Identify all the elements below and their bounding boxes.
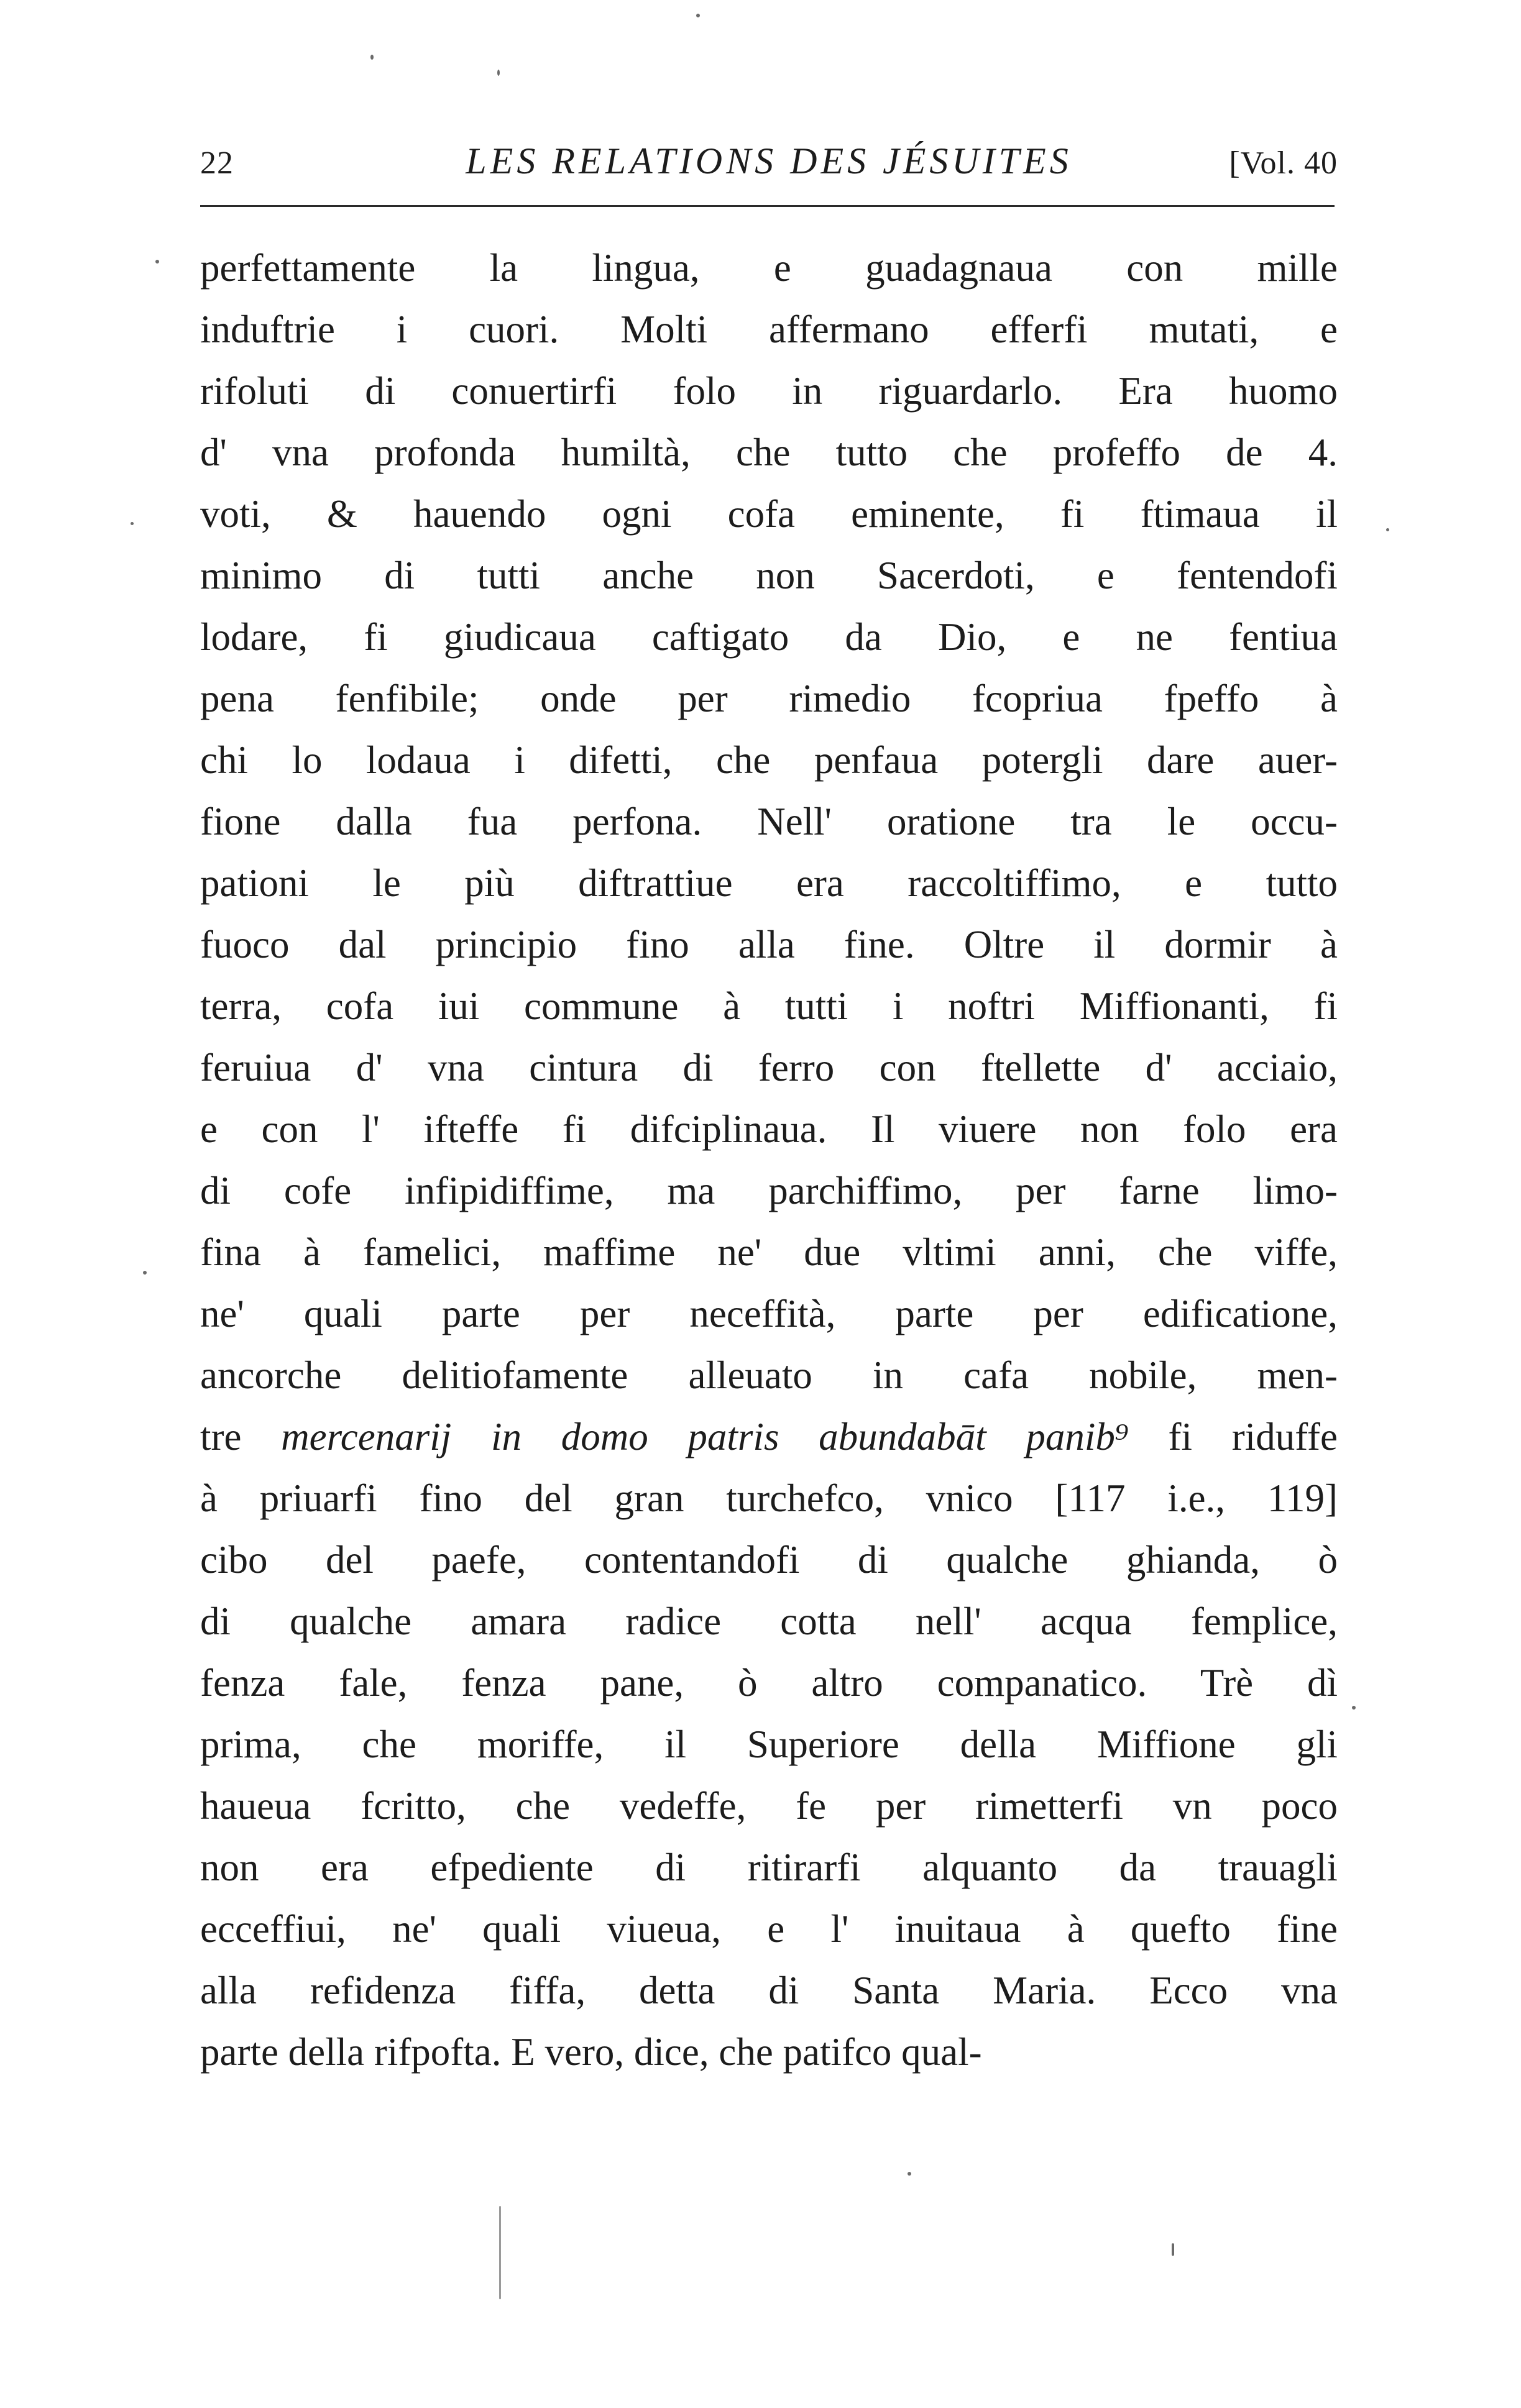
text-line [200,914,1338,976]
text-run: d' vna profonda humiltà, che tutto che profeffo de 4. [200,431,1338,474]
text-run: fione dalla fua perfona. Nell' oratione tra le occu- [200,800,1338,843]
running-title: LES RELATIONS DES JÉSUITES [466,140,1072,181]
text-run: tre [200,1415,282,1458]
text-run: chi lo lodaua i difetti, che penfaua potergli dare auer- [200,738,1338,782]
text-line [200,607,1338,668]
text-run: non era efpediente di ritirarfi alquanto da trauagli [200,1846,1338,1889]
text-run: prima, che moriffe, il Superiore della Miffione gli [200,1723,1338,1766]
text-line [200,360,1338,422]
body-text [200,237,1338,2083]
text-line [200,483,1338,545]
text-line [200,730,1338,791]
text-run: ancorche delitiofamente alleuato in cafa nobile, men- [200,1353,1338,1397]
text-run: cibo del paefe, contentandofi di qualche ghianda, ò [200,1538,1338,1582]
scan-speck [499,2206,501,2299]
scan-speck [908,2172,911,2176]
text-line [200,1345,1338,1406]
scan-speck [143,1271,147,1275]
text-run: e con l' ifteffe fi difciplinaua. Il viuere non folo era [200,1107,1338,1151]
scan-speck [370,55,374,60]
scan-speck [696,14,700,17]
text-run: fi riduffe [1128,1415,1338,1458]
text-run: di cofe infipidiffime, ma parchiffimo, per farne limo- [200,1169,1338,1212]
text-line [200,1160,1338,1222]
text-line [200,1775,1338,1837]
text-line [200,1529,1338,1591]
text-line [200,2021,1338,2083]
text-run: induftrie i cuori. Molti affermano efferfi mutati, e [200,308,1338,351]
text-run: lodare, fi giudicaua caftigato da Dio, e ne fentiua [200,615,1338,659]
text-line [200,1837,1338,1898]
text-run: fuoco dal principio fino alla fine. Oltre il dormir à [200,923,1338,966]
text-run: feruiua d' vna cintura di ferro con ftellette d' acciaio, [200,1046,1338,1089]
text-line [200,1591,1338,1652]
scan-speck [1172,2243,1174,2256]
text-line [200,853,1338,914]
text-line [200,1283,1338,1345]
text-run: di qualche amara radice cotta nell' acqua femplice, [200,1600,1338,1643]
text-line [200,237,1338,299]
text-run: haueua fcritto, che vedeffe, fe per rimetterfi vn poco [200,1784,1338,1828]
text-run: parte della rifpofta. E vero, dice, che patifco qual- [200,2030,982,2074]
volume-reference: [Vol. 40 [1229,145,1338,181]
text-line [200,1037,1338,1099]
page-number: 22 [200,145,234,181]
text-line [200,668,1338,730]
text-line [200,1652,1338,1714]
text-run: voti, & hauendo ogni cofa eminente, fi ftimaua il [200,492,1338,536]
text-line [200,1099,1338,1160]
text-line [200,1222,1338,1283]
header-rule [200,205,1335,207]
text-run: pationi le più diftrattiue era raccoltiffimo, e tutto [200,861,1338,905]
text-line [200,1960,1338,2021]
scan-speck [497,70,500,76]
text-run: minimo di tutti anche non Sacerdoti, e fentendofi [200,554,1338,597]
latin-quotation: mercenarij in domo patris abundabāt panib⁹ [281,1415,1129,1458]
scan-speck [1352,1706,1356,1710]
text-line [200,1898,1338,1960]
text-line [200,791,1338,853]
text-run: fina à famelici, maffime ne' due vltimi anni, che viffe, [200,1230,1338,1274]
scan-speck [131,522,134,525]
scan-speck [1386,528,1389,531]
text-line [200,299,1338,360]
text-run: terra, cofa iui commune à tutti i noftri Miffionanti, fi [200,984,1338,1028]
text-line [200,976,1338,1037]
text-run: pena fenfibile; onde per rimedio fcopriua fpeffo à [200,677,1338,720]
text-line [200,1468,1338,1529]
text-line [200,1714,1338,1775]
text-line [200,1406,1338,1468]
text-run: ne' quali parte per neceffità, parte per edificatione, [200,1292,1338,1335]
scan-speck [155,260,159,263]
text-run: rifoluti di conuertirfi folo in riguardarlo. Era huomo [200,369,1338,413]
running-head [200,140,1338,196]
text-run: à priuarfi fino del gran turchefco, vnico [117 i.e., 119] [200,1476,1338,1520]
text-run: ecceffiui, ne' quali viueua, e l' inuitaua à quefto fine [200,1907,1338,1951]
text-run: perfettamente la lingua, e guadagnaua con mille [200,246,1338,290]
text-line [200,422,1338,483]
text-line [200,545,1338,607]
text-run: alla refidenza fiffa, detta di Santa Maria. Ecco vna [200,1969,1338,2012]
text-run: fenza fale, fenza pane, ò altro companatico. Trè dì [200,1661,1338,1705]
